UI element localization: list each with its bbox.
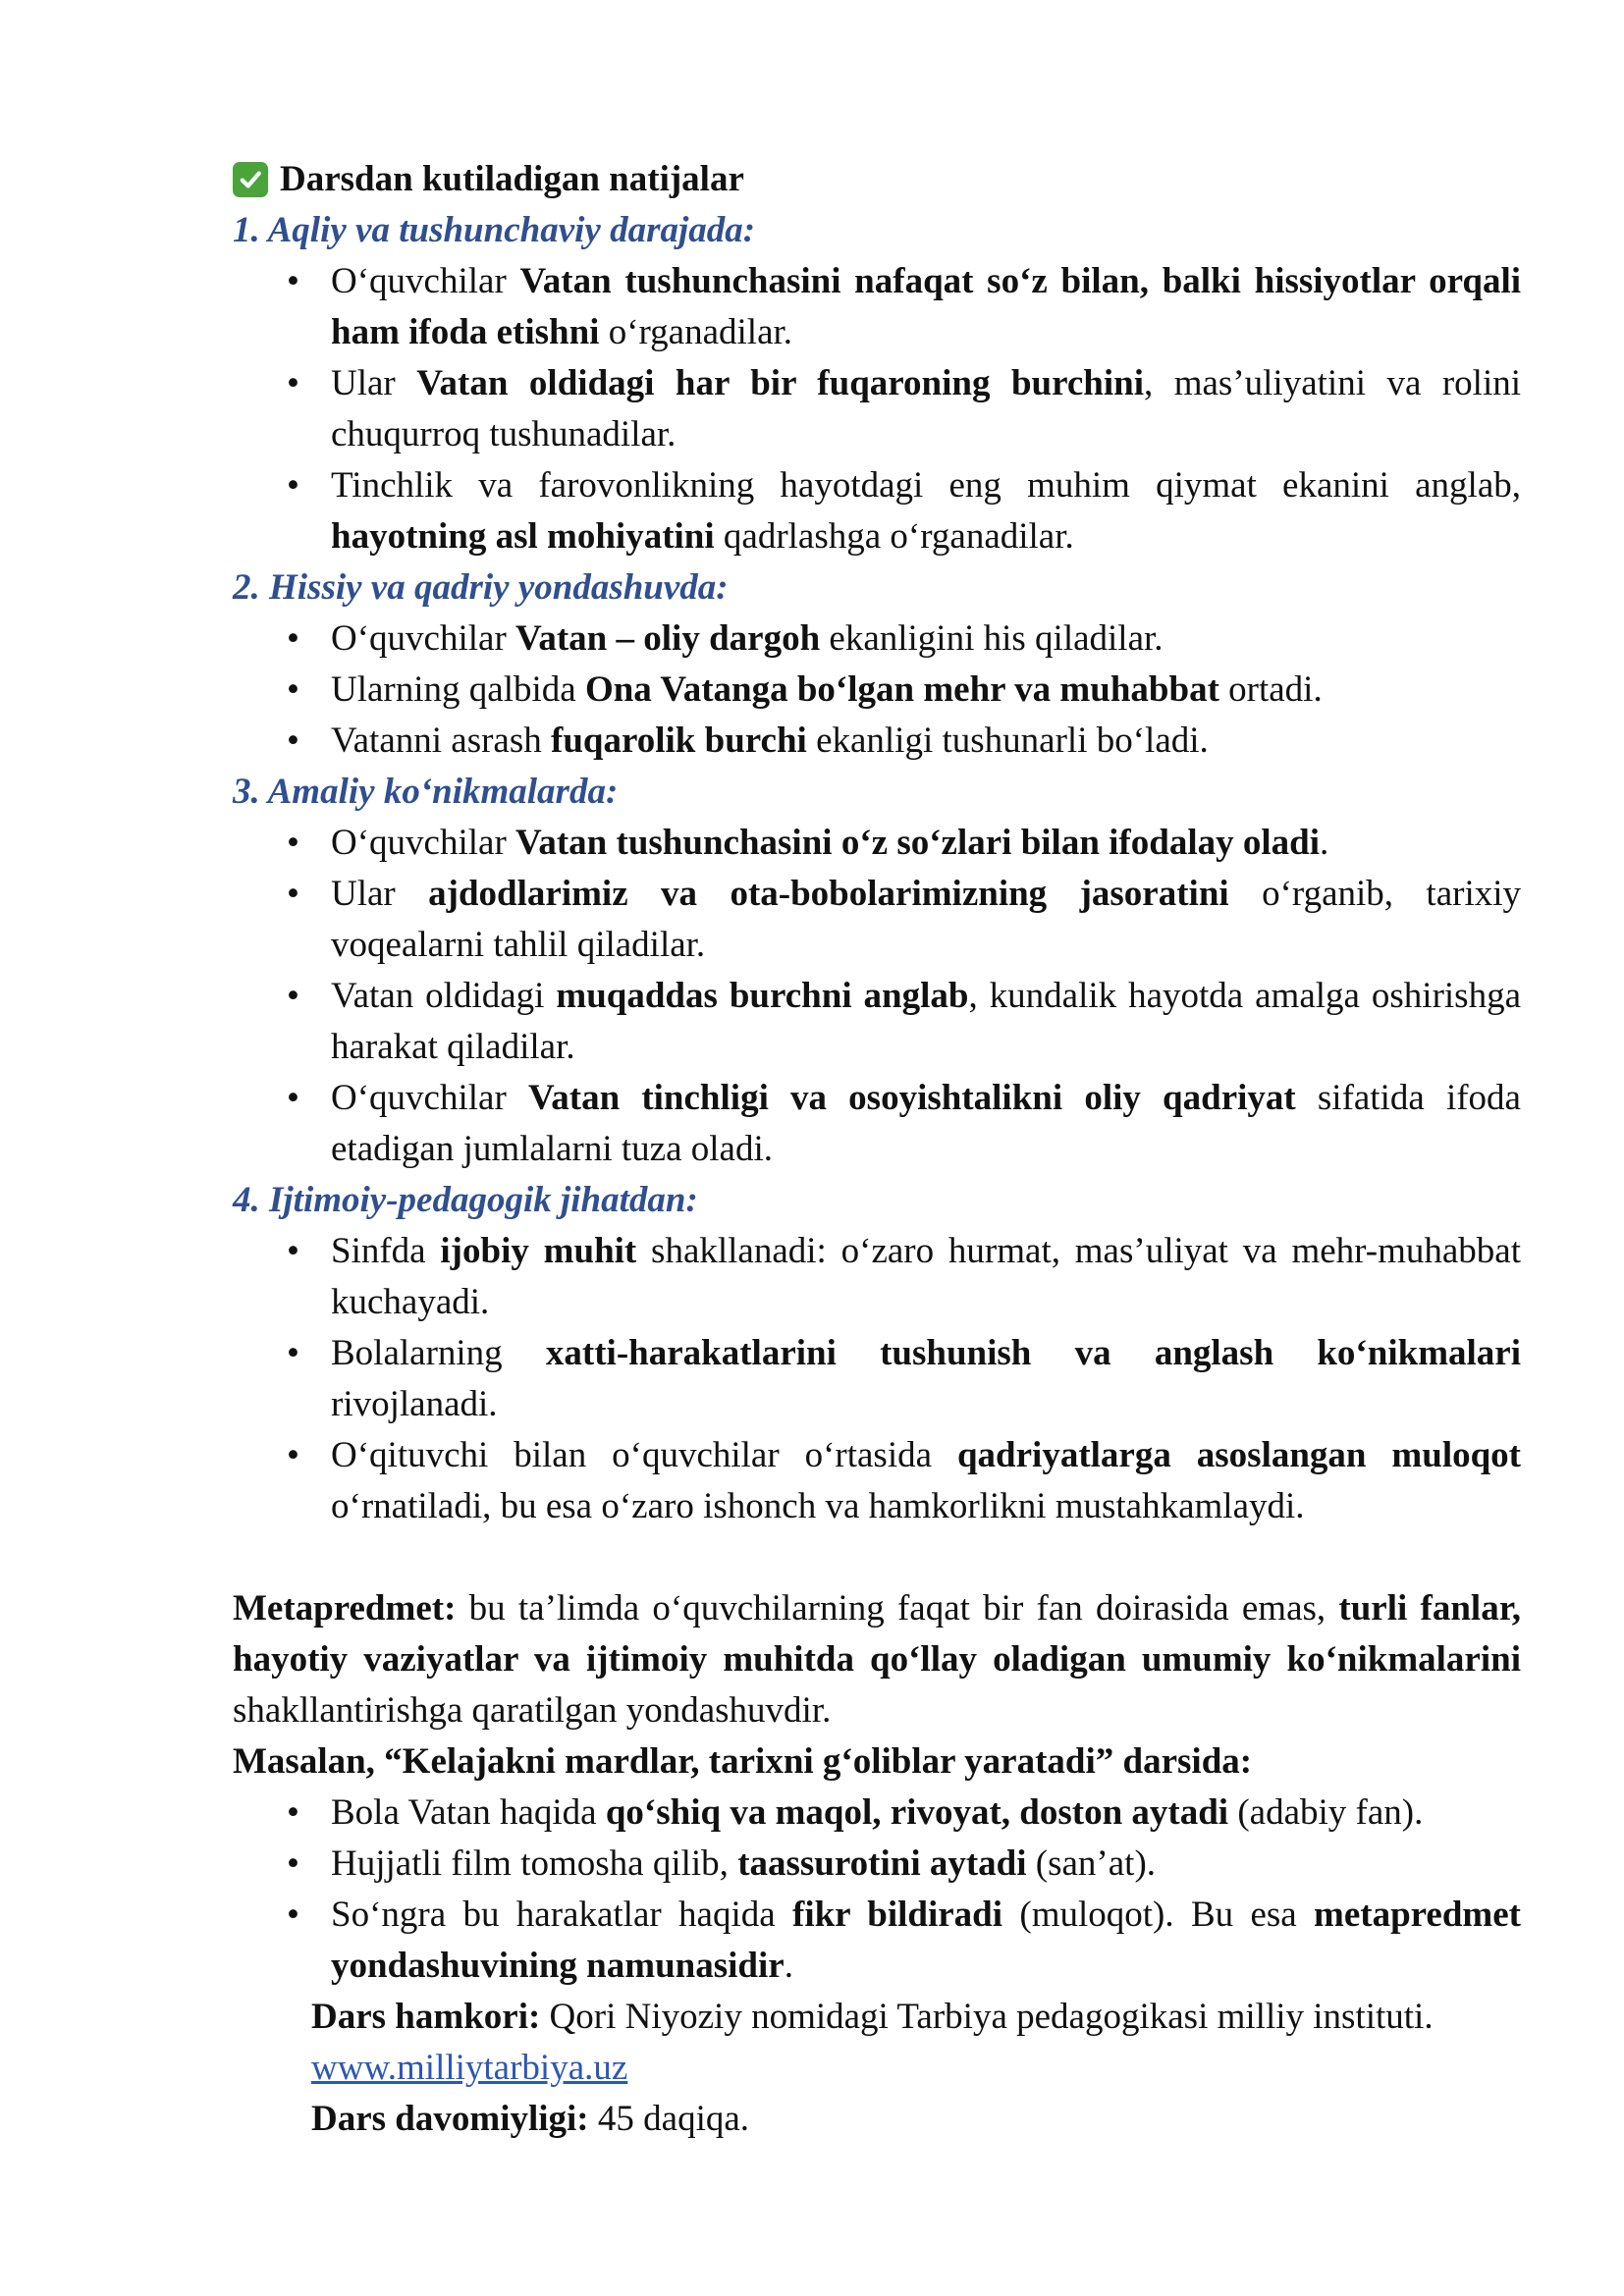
list-item — [233, 1328, 1521, 1430]
bold-text: qo‘shiq va maqol, rivoyat, doston aytadi — [605, 1792, 1229, 1833]
text-run: Ular — [331, 363, 417, 403]
text-run: o‘rganib, tarixiy voqealarni tahlil qiladilar. — [331, 874, 1521, 965]
list-item — [233, 1073, 1521, 1175]
text-run: Tinchlik va farovonlikning hayotdagi eng muhim qiymat ekanini anglab, — [331, 465, 1521, 506]
bold-text: fuqarolik burchi — [551, 721, 807, 761]
text-run: Ular — [331, 874, 429, 914]
bold-text: Vatan – oliy dargoh — [515, 618, 821, 659]
bullet-icon: • — [287, 1792, 299, 1833]
list-item — [233, 1890, 1521, 1992]
bullet-icon: • — [287, 1843, 299, 1884]
duration-label: Dars davomiyligi: — [311, 2099, 589, 2139]
section-title: 1. Aqliy va tushunchaviy darajada: — [233, 210, 756, 250]
text-run: rivojlanadi. — [331, 1384, 498, 1424]
text-run: Hujjatli film tomosha qilib, — [331, 1843, 738, 1884]
bold-text: Vatan oldidagi har bir fuqaroning burchini — [416, 363, 1144, 403]
list-item — [233, 1430, 1521, 1532]
text-run: shakllanadi: o‘zaro hurmat, mas’uliyat va mehr-muhabbat kuchayadi. — [331, 1231, 1521, 1322]
section-list — [233, 614, 1521, 767]
text-run: (adabiy fan). — [1228, 1792, 1424, 1833]
bullet-icon: • — [287, 1895, 299, 1935]
section-list — [233, 1226, 1521, 1532]
list-item — [233, 665, 1521, 716]
bold-text: Vatan tushunchasini o‘z so‘zlari bilan ifodalay oladi — [515, 823, 1320, 863]
bold-text: hayotning asl mohiyatini — [331, 516, 715, 557]
website-line — [233, 2043, 1521, 2094]
bullet-icon: • — [287, 874, 299, 914]
check-mark-icon — [233, 162, 268, 197]
section-title: 2. Hissiy va qadriy yondashuvda: — [233, 567, 729, 608]
text-run: ekanligi tushunarli bo‘ladi. — [806, 721, 1209, 761]
bullet-icon: • — [287, 1231, 299, 1271]
bold-text: Vatan tinchligi va osoyishtalikni oliy qadriyat — [527, 1078, 1296, 1118]
text-run: O‘quvchilar — [331, 1078, 528, 1118]
list-item — [233, 818, 1521, 869]
text-run: . — [784, 1946, 793, 1986]
text-run: (muloqot). Bu esa — [1002, 1895, 1315, 1935]
list-item — [233, 358, 1521, 460]
list-item — [233, 1226, 1521, 1328]
section-title: 3. Amaliy ko‘nikmalarda: — [233, 772, 619, 812]
text-run: Bola Vatan haqida — [331, 1792, 606, 1833]
document-title — [233, 154, 1521, 205]
section-title: 4. Ijtimoiy-pedagogik jihatdan: — [233, 1180, 698, 1220]
text-run: So‘ngra bu harakatlar haqida — [331, 1895, 792, 1935]
bold-text: xatti-harakatlarini tushunish va anglash ko‘nikmalari — [545, 1333, 1521, 1373]
list-item — [233, 256, 1521, 358]
text-run: bu ta’limda o‘quvchilarning faqat bir fan doirasida emas, — [456, 1588, 1339, 1629]
outcome-sections — [233, 205, 1521, 1532]
bold-text: Vatan tushunchasini nafaqat so‘z bilan, balki hissiyotlar orqali ham ifoda etishni — [331, 261, 1521, 352]
text-run: qadrlashga o‘rganadilar. — [714, 516, 1074, 557]
section-list — [233, 256, 1521, 562]
partner-line — [233, 1992, 1521, 2043]
text-run: Ularning qalbida — [331, 669, 585, 710]
bold-text: Ona Vatanga bo‘lgan mehr va muhabbat — [584, 669, 1219, 710]
document-title-text: Darsdan kutiladigan natijalar — [280, 159, 744, 199]
text-run: O‘quvchilar — [331, 618, 516, 659]
example-heading — [233, 1736, 1521, 1788]
text-run: O‘quvchilar — [331, 823, 516, 863]
bold-text: metapredmet yondashuvining namunasidir — [331, 1895, 1521, 1986]
section-list — [233, 818, 1521, 1175]
bullet-icon: • — [287, 823, 299, 863]
bullet-icon: • — [287, 1078, 299, 1118]
text-run: Vatan oldidagi — [331, 976, 557, 1016]
bullet-icon: • — [287, 465, 299, 506]
text-run: Bolalarning — [331, 1333, 546, 1373]
bullet-icon: • — [287, 721, 299, 761]
text-run: . — [1320, 823, 1329, 863]
bullet-icon: • — [287, 1435, 299, 1475]
bullet-icon: • — [287, 669, 299, 710]
bold-text: taassurotini aytadi — [737, 1843, 1027, 1884]
text-run: O‘quvchilar — [331, 261, 520, 301]
duration-text: 45 daqiqa. — [588, 2099, 750, 2139]
text-run: ekanligini his qiladilar. — [820, 618, 1164, 659]
list-item — [233, 460, 1521, 562]
text-run: shakllantirishga qaratilgan yondashuvdir. — [233, 1690, 832, 1731]
bold-text: Metapredmet: — [233, 1588, 457, 1629]
bullet-icon: • — [287, 618, 299, 659]
spacer — [233, 1532, 1521, 1583]
text-run: , mas’uliyatini va rolini chuqurroq tushunadilar. — [331, 363, 1522, 454]
text-run: (san’at). — [1026, 1843, 1157, 1884]
bold-text: fikr bildiradi — [792, 1895, 1003, 1935]
bullet-icon: • — [287, 363, 299, 403]
partner-text: Qori Niyoziy nomidagi Tarbiya pedagogikasi milliy instituti. — [540, 1997, 1434, 2037]
bullet-icon: • — [287, 1333, 299, 1373]
document-content — [233, 154, 1521, 2145]
list-item — [233, 614, 1521, 665]
duration-line — [233, 2094, 1521, 2145]
text-run: ortadi. — [1218, 669, 1323, 710]
example-list — [233, 1788, 1521, 1992]
bullet-icon: • — [287, 976, 299, 1016]
text-run: o‘rnatiladi, bu esa o‘zaro ishonch va hamkorlikni mustahkamlaydi. — [331, 1486, 1305, 1526]
bold-text: turli fanlar, hayotiy vaziyatlar va ijtimoiy muhitda qo‘llay oladigan umumiy ko‘nikmalarini — [233, 1588, 1521, 1680]
text-run: , kundalik hayotda amalga oshirishga harakat qiladilar. — [331, 976, 1521, 1067]
partner-label: Dars hamkori: — [311, 1997, 541, 2037]
bold-text: qadriyatlarga asoslangan muloqot — [956, 1435, 1521, 1475]
list-item — [233, 971, 1521, 1073]
text-run: sifatida ifoda etadigan jumlalarni tuza oladi. — [331, 1078, 1521, 1169]
text-run: O‘qituvchi bilan o‘quvchilar o‘rtasida — [331, 1435, 957, 1475]
list-item — [233, 716, 1521, 767]
list-item — [233, 1788, 1521, 1839]
bold-text: ijobiy muhit — [440, 1231, 637, 1271]
text-run: o‘rganadilar. — [599, 312, 793, 352]
website-link[interactable]: www.milliytarbiya.uz — [311, 2048, 628, 2088]
metapredmet-paragraph — [233, 1583, 1521, 1736]
bold-text: ajdodlarimiz va ota-bobolarimizning jasoratini — [428, 874, 1229, 914]
text-run: Vatanni asrash — [331, 721, 551, 761]
list-item — [233, 1839, 1521, 1890]
bullet-icon: • — [287, 261, 299, 301]
example-heading-text: Masalan, “Kelajakni mardlar, tarixni g‘oliblar yaratadi” darsida: — [233, 1741, 1253, 1782]
list-item — [233, 869, 1521, 971]
bold-text: muqaddas burchni anglab — [556, 976, 969, 1016]
text-run: Sinfda — [331, 1231, 441, 1271]
